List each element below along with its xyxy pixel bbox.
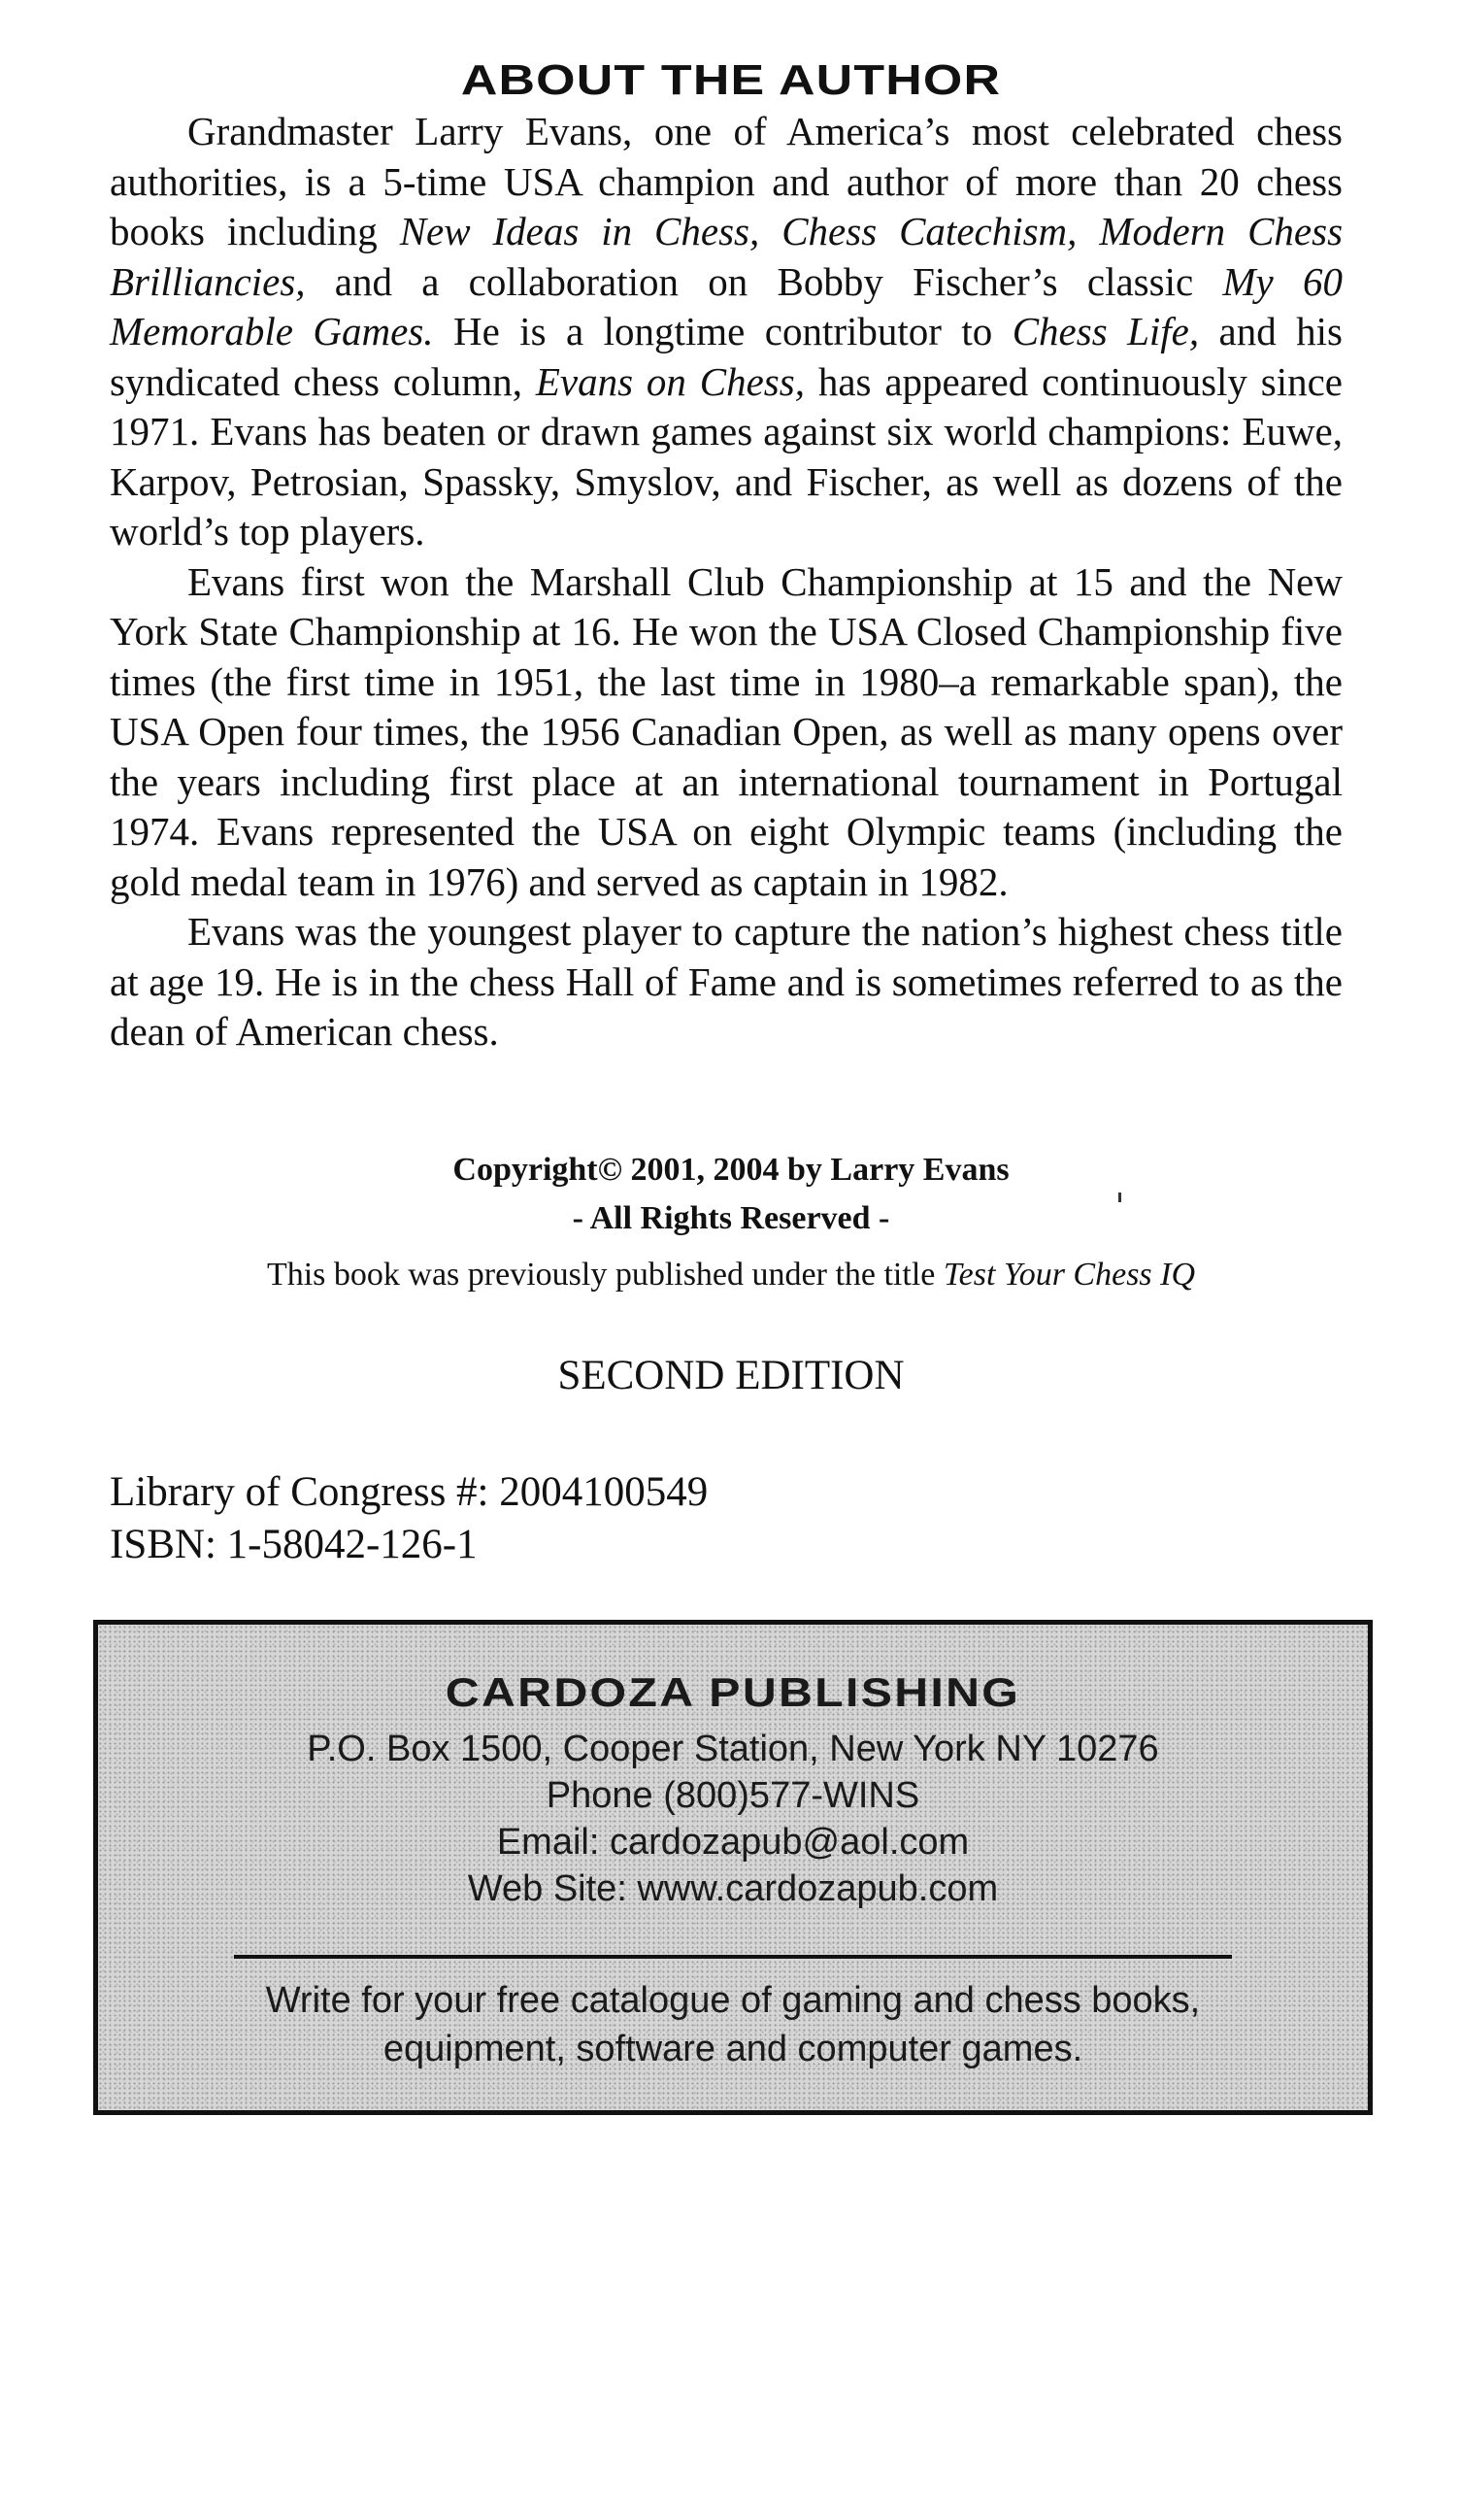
rights-reserved: - All Rights Reserved - — [572, 1200, 890, 1236]
copyright-line: Copyright© 2001, 2004 by Larry Evans — [452, 1152, 1010, 1188]
catalogue-offer — [98, 1976, 1368, 2073]
book-title: My 60 Memorable Games. — [110, 258, 1343, 353]
bio-paragraph-1 — [110, 107, 1343, 557]
catalogue-offer-line-2: equipment, software and computer games. — [382, 2029, 1083, 2069]
print-speck — [1118, 1193, 1121, 1202]
bio-paragraph-2: Evans first won the Marshall Club Championship at 15 and the New York State Championship at 16. He won the USA Closed Championship five times (the first time in 1951, the last time in 1980–a remarkable span), the USA Open four times, the 1956 Canadian Open, as well as many opens over the years including first place at an international tournament in Portugal 1974. Evans represented the USA on eight Olympic teams (including the gold medal team in 1976) and served as captain in 1982. — [110, 558, 1343, 904]
book-title: Chess Life, — [1012, 309, 1200, 353]
publisher-name: CARDOZA PUBLISHING — [445, 1669, 1021, 1715]
catalog-info — [110, 1466, 708, 1571]
previous-title-prefix: This book was previously published under the title — [266, 1257, 944, 1293]
bio-text-run: and a collaboration on Bobby Fischer’s classic — [305, 258, 1223, 304]
book-title: Modern Chess Brilliancies, — [110, 209, 1344, 304]
bio-text-run — [759, 209, 781, 253]
catalogue-offer-line-1: Write for your free catalogue of gaming and chess books, — [265, 1980, 1201, 2021]
publisher-divider — [234, 1955, 1232, 1959]
publisher-contact — [98, 1726, 1368, 1912]
bio-text-run: has appeared continuously since 1971. Evans has beaten or drawn games against six world champions: Euwe, Karpov, Petrosian, Spassky, Smyslov, and Fischer, as well as dozens of the world’s top players. — [110, 358, 1344, 554]
edition-label: SECOND EDITION — [557, 1353, 905, 1398]
bio-text-run: Grandmaster Larry Evans, one of America’s most celebrated chess authorities, is a 5-time USA champion and author of more than 20 chess books including — [110, 109, 1343, 253]
isbn: ISBN: 1-58042-126-1 — [110, 1522, 478, 1567]
previous-title-note — [0, 1251, 1462, 1299]
book-title: Evans on Chess, — [535, 358, 805, 404]
library-of-congress-number: Library of Congress #: 2004100549 — [110, 1469, 709, 1515]
bio-text-run — [1077, 209, 1099, 253]
previous-title: Test Your Chess IQ — [943, 1257, 1196, 1293]
publisher-box — [93, 1620, 1373, 2115]
bio-text-run: He is a longtime contributor to — [433, 309, 1013, 353]
copyright-block — [0, 1146, 1462, 1299]
publisher-phone: Phone (800)577-WINS — [546, 1775, 920, 1816]
book-title: New Ideas in Chess, — [399, 209, 760, 253]
section-heading: ABOUT THE AUTHOR — [460, 56, 1002, 104]
publisher-email: Email: cardozapub@aol.com — [496, 1822, 970, 1863]
author-bio — [110, 107, 1343, 1058]
publisher-website: Web Site: www.cardozapub.com — [467, 1868, 999, 1909]
book-title: Chess Catechism, — [781, 209, 1078, 253]
bio-text-run: and his syndicated chess column, — [110, 309, 1343, 404]
bio-paragraph-3: Evans was the youngest player to capture the nation’s highest chess title at age 19. He is in the chess Hall of Fame and is sometimes referred to as the dean of American chess. — [110, 909, 1343, 1054]
publisher-address: P.O. Box 1500, Cooper Station, New York NY 10276 — [307, 1729, 1159, 1769]
